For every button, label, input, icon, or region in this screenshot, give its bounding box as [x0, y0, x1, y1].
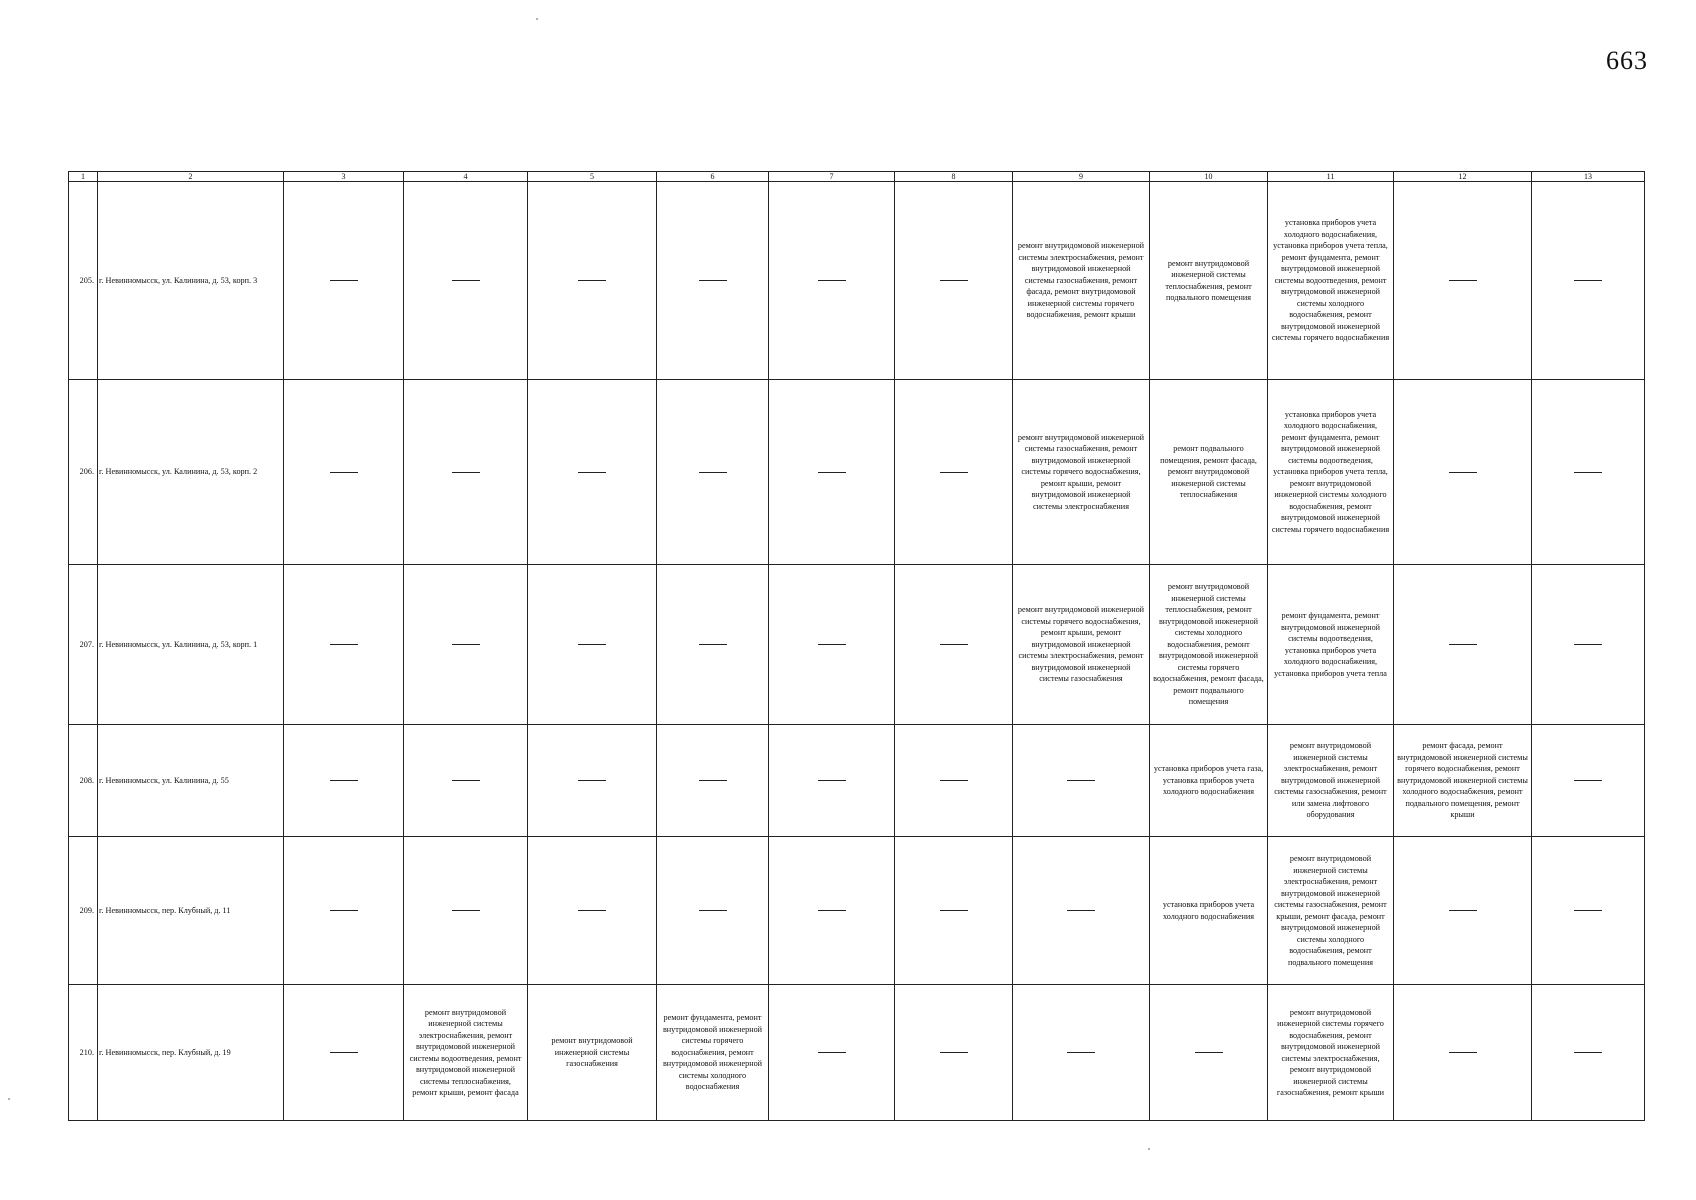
empty-cell — [1532, 837, 1645, 985]
empty-cell — [1394, 837, 1532, 985]
table-body — [69, 182, 1645, 1121]
dash-mark — [330, 644, 358, 645]
empty-cell — [404, 725, 528, 837]
dash-mark — [1574, 472, 1602, 473]
row-number: 205. — [69, 182, 98, 380]
address-cell: г. Невинномысск, ул. Калинина, д. 53, корп. 2 — [98, 380, 284, 565]
column-number-5: 5 — [528, 172, 657, 182]
work-list-cell: ремонт внутридомовой инженерной системы электроснабжения, ремонт внутридомовой инженерной системы газоснабжения, ремонт крыши, ремонт фасада, ремонт внутридомовой инженерной системы холодного водоснабжения, ремонт подвального помещения — [1268, 837, 1394, 985]
empty-cell — [1013, 985, 1150, 1121]
empty-cell — [284, 837, 404, 985]
empty-cell — [284, 725, 404, 837]
dash-mark — [1574, 780, 1602, 781]
dash-mark — [452, 910, 480, 911]
empty-cell — [528, 725, 657, 837]
dash-mark — [699, 644, 727, 645]
dash-mark — [1449, 472, 1477, 473]
empty-cell — [528, 380, 657, 565]
empty-cell — [769, 182, 895, 380]
column-number-6: 6 — [657, 172, 769, 182]
dash-mark — [818, 472, 846, 473]
dash-mark — [940, 1052, 968, 1053]
work-list-cell: ремонт внутридомовой инженерной системы теплоснабжения, ремонт внутридомовой инженерной системы холодного водоснабжения, ремонт внутридомовой инженерной системы горячего водоснабжения, ремонт фасада, ремонт подвального помещения — [1150, 565, 1268, 725]
empty-cell — [895, 565, 1013, 725]
address-cell: г. Невинномысск, пер. Клубный, д. 19 — [98, 985, 284, 1121]
empty-cell — [1532, 565, 1645, 725]
dash-mark — [1449, 280, 1477, 281]
dash-mark — [452, 280, 480, 281]
dash-mark — [699, 780, 727, 781]
dash-mark — [452, 780, 480, 781]
dash-mark — [578, 644, 606, 645]
work-list-cell: ремонт внутридомовой инженерной системы электроснабжения, ремонт внутридомовой инженерной системы газоснабжения, ремонт фасада, ремонт внутридомовой инженерной системы горячего водоснабжения, ремонт крыши — [1013, 182, 1150, 380]
scan-dot — [536, 18, 538, 20]
work-list-cell: ремонт внутридомовой инженерной системы горячего водоснабжения, ремонт крыши, ремонт внутридомовой инженерной системы электроснабжения, ремонт внутридомовой инженерной системы газоснабжения — [1013, 565, 1150, 725]
dash-mark — [330, 780, 358, 781]
dash-mark — [699, 472, 727, 473]
dash-mark — [940, 780, 968, 781]
dash-mark — [1574, 910, 1602, 911]
empty-cell — [769, 725, 895, 837]
work-list-cell: ремонт фасада, ремонт внутридомовой инженерной системы горячего водоснабжения, ремонт внутридомовой инженерной системы холодного водоснабжения, ремонт подвального помещения, ремонт крыши — [1394, 725, 1532, 837]
dash-mark — [818, 1052, 846, 1053]
empty-cell — [404, 837, 528, 985]
address-cell: г. Невинномысск, ул. Калинина, д. 53, корп. 3 — [98, 182, 284, 380]
dash-mark — [1067, 780, 1095, 781]
empty-cell — [528, 837, 657, 985]
dash-mark — [1067, 1052, 1095, 1053]
dash-mark — [452, 472, 480, 473]
empty-cell — [404, 565, 528, 725]
dash-mark — [330, 910, 358, 911]
column-number-4: 4 — [404, 172, 528, 182]
empty-cell — [1532, 725, 1645, 837]
dash-mark — [1195, 1052, 1223, 1053]
dash-mark — [940, 280, 968, 281]
dash-mark — [1574, 280, 1602, 281]
work-list-cell: ремонт внутридомовой инженерной системы теплоснабжения, ремонт подвального помещения — [1150, 182, 1268, 380]
empty-cell — [1532, 985, 1645, 1121]
empty-cell — [657, 182, 769, 380]
empty-cell — [1394, 182, 1532, 380]
empty-cell — [769, 380, 895, 565]
column-number-3: 3 — [284, 172, 404, 182]
table-row — [69, 565, 1645, 725]
empty-cell — [284, 380, 404, 565]
dash-mark — [330, 1052, 358, 1053]
dash-mark — [940, 910, 968, 911]
work-list-cell: установка приборов учета холодного водоснабжения, ремонт фундамента, ремонт внутридомовой инженерной системы водоотведения, установка приборов учета тепла, ремонт внутридомовой инженерной системы холодного водоснабжения, ремонт внутридомовой инженерной системы горячего водоснабжения — [1268, 380, 1394, 565]
empty-cell — [528, 182, 657, 380]
table-row — [69, 380, 1645, 565]
scan-dot — [8, 1098, 10, 1100]
empty-cell — [404, 380, 528, 565]
dash-mark — [1067, 910, 1095, 911]
column-number-1: 1 — [69, 172, 98, 182]
column-number-row — [69, 172, 1645, 182]
work-list-cell: ремонт подвального помещения, ремонт фасада, ремонт внутридомовой инженерной системы теплоснабжения — [1150, 380, 1268, 565]
dash-mark — [578, 280, 606, 281]
empty-cell — [284, 565, 404, 725]
empty-cell — [769, 985, 895, 1121]
empty-cell — [1150, 985, 1268, 1121]
empty-cell — [895, 725, 1013, 837]
empty-cell — [284, 182, 404, 380]
empty-cell — [404, 182, 528, 380]
page-number: 663 — [1606, 46, 1648, 75]
dash-mark — [1449, 910, 1477, 911]
table-row — [69, 985, 1645, 1121]
column-number-2: 2 — [98, 172, 284, 182]
empty-cell — [657, 725, 769, 837]
empty-cell — [1394, 565, 1532, 725]
column-number-12: 12 — [1394, 172, 1532, 182]
row-number: 207. — [69, 565, 98, 725]
empty-cell — [1013, 837, 1150, 985]
dash-mark — [1449, 1052, 1477, 1053]
work-list-cell: ремонт внутридомовой инженерной системы электроснабжения, ремонт внутридомовой инженерной системы газоснабжения, ремонт или замена лифтового оборудования — [1268, 725, 1394, 837]
dash-mark — [818, 910, 846, 911]
dash-mark — [699, 280, 727, 281]
column-number-7: 7 — [769, 172, 895, 182]
empty-cell — [657, 380, 769, 565]
work-list-cell: ремонт фундамента, ремонт внутридомовой инженерной системы водоотведения, установка приборов учета холодного водоснабжения, установка приборов учета тепла — [1268, 565, 1394, 725]
empty-cell — [895, 380, 1013, 565]
dash-mark — [1449, 644, 1477, 645]
dash-mark — [452, 644, 480, 645]
column-number-13: 13 — [1532, 172, 1645, 182]
row-number: 210. — [69, 985, 98, 1121]
work-list-cell: установка приборов учета холодного водоснабжения, установка приборов учета тепла, ремонт фундамента, ремонт внутридомовой инженерной системы водоотведения, ремонт внутридомовой инженерной системы холодного водоснабжения, ремонт внутридомовой инженерной системы горячего водоснабжения — [1268, 182, 1394, 380]
work-list-cell: установка приборов учета газа, установка приборов учета холодного водоснабжения — [1150, 725, 1268, 837]
work-list-cell: ремонт внутридомовой инженерной системы газоснабжения, ремонт внутридомовой инженерной системы горячего водоснабжения, ремонт крыши, ремонт внутридомовой инженерной системы электроснабжения — [1013, 380, 1150, 565]
dash-mark — [818, 780, 846, 781]
empty-cell — [1394, 985, 1532, 1121]
empty-cell — [528, 565, 657, 725]
work-list-cell: ремонт внутридомовой инженерной системы электроснабжения, ремонт внутридомовой инженерной системы водоотведения, ремонт внутридомовой инженерной системы теплоснабжения, ремонт крыши, ремонт фасада — [404, 985, 528, 1121]
empty-cell — [895, 182, 1013, 380]
work-list-cell: ремонт внутридомовой инженерной системы газоснабжения — [528, 985, 657, 1121]
empty-cell — [769, 837, 895, 985]
empty-cell — [895, 985, 1013, 1121]
dash-mark — [699, 910, 727, 911]
address-cell: г. Невинномысск, ул. Калинина, д. 55 — [98, 725, 284, 837]
empty-cell — [284, 985, 404, 1121]
empty-cell — [1013, 725, 1150, 837]
address-cell: г. Невинномысск, пер. Клубный, д. 11 — [98, 837, 284, 985]
row-number: 208. — [69, 725, 98, 837]
dash-mark — [940, 472, 968, 473]
repair-plan-table — [68, 171, 1645, 1121]
empty-cell — [1532, 380, 1645, 565]
dash-mark — [818, 280, 846, 281]
empty-cell — [657, 837, 769, 985]
scan-dot — [1148, 1148, 1150, 1150]
row-number: 209. — [69, 837, 98, 985]
table-row — [69, 725, 1645, 837]
dash-mark — [940, 644, 968, 645]
column-number-11: 11 — [1268, 172, 1394, 182]
row-number: 206. — [69, 380, 98, 565]
work-list-cell: ремонт фундамента, ремонт внутридомовой инженерной системы горячего водоснабжения, ремонт внутридомовой инженерной системы холодного водоснабжения — [657, 985, 769, 1121]
address-cell: г. Невинномысск, ул. Калинина, д. 53, корп. 1 — [98, 565, 284, 725]
empty-cell — [657, 565, 769, 725]
dash-mark — [818, 644, 846, 645]
column-number-8: 8 — [895, 172, 1013, 182]
work-list-cell: ремонт внутридомовой инженерной системы горячего водоснабжения, ремонт внутридомовой инженерной системы электроснабжения, ремонт внутридомовой инженерной системы газоснабжения, ремонт крыши — [1268, 985, 1394, 1121]
dash-mark — [578, 472, 606, 473]
empty-cell — [769, 565, 895, 725]
dash-mark — [578, 780, 606, 781]
dash-mark — [330, 472, 358, 473]
empty-cell — [1532, 182, 1645, 380]
table-row — [69, 837, 1645, 985]
table-row — [69, 182, 1645, 380]
dash-mark — [330, 280, 358, 281]
dash-mark — [1574, 1052, 1602, 1053]
column-number-9: 9 — [1013, 172, 1150, 182]
dash-mark — [1574, 644, 1602, 645]
empty-cell — [895, 837, 1013, 985]
empty-cell — [1394, 380, 1532, 565]
dash-mark — [578, 910, 606, 911]
column-number-10: 10 — [1150, 172, 1268, 182]
work-list-cell: установка приборов учета холодного водоснабжения — [1150, 837, 1268, 985]
